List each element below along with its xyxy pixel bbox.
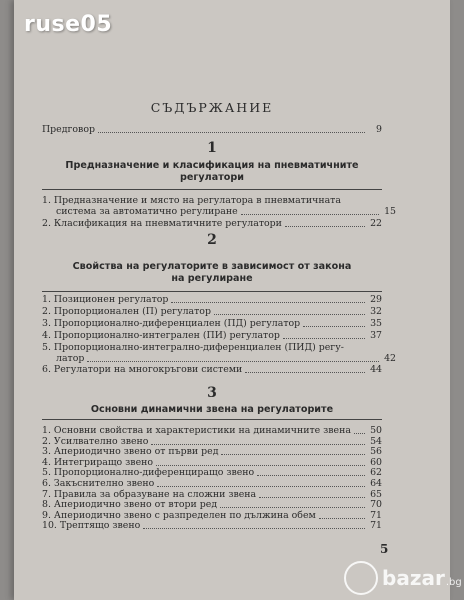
toc-title: СЪДЪРЖАНИЕ — [150, 100, 274, 115]
entry-page: 29 — [370, 294, 382, 305]
entry-page: 62 — [370, 467, 382, 479]
toc-entry — [42, 306, 382, 317]
entry-label: 1. Предназначение и място на регулатора в пневматичната — [42, 195, 341, 206]
entry-label: 10. Трептящо звено — [42, 520, 141, 532]
chapter-title — [42, 261, 382, 285]
entry-label: 9. Апериодично звено с разпределен по дължина обем — [42, 509, 316, 521]
leader-dots — [303, 326, 365, 327]
entry-label: 1. Позиционен регулатор — [42, 294, 169, 305]
divider — [42, 291, 382, 292]
entry-page: 15 — [384, 206, 396, 217]
entry-page: 64 — [370, 478, 382, 489]
entry-label: 2. Пропорционален (П) регулатор — [42, 306, 211, 317]
book-page — [14, 0, 462, 600]
entry-label: 1. Основни свойства и характеристики на динамичните звена — [42, 425, 351, 436]
entry-page: 35 — [370, 318, 382, 329]
leader-dots — [171, 302, 365, 303]
toc-entry — [42, 318, 382, 329]
entry-label: 7. Правила за образуване на сложни звена — [42, 488, 257, 500]
chapter-title — [42, 404, 382, 416]
toc-entry — [42, 195, 382, 206]
watermark-bottom-tld: .bg — [445, 576, 462, 588]
toc-entry — [42, 218, 382, 229]
divider — [42, 419, 382, 420]
leader-dots — [354, 433, 365, 434]
toc-entry — [42, 206, 396, 217]
entry-page: 32 — [370, 306, 382, 317]
toc-entry — [42, 467, 382, 478]
chapter-title-line: Основни динамични звена на регулаторите — [90, 404, 334, 415]
entry-page: 44 — [370, 364, 382, 375]
chapter-title-line: Свойства на регулаторите в зависимост от закона — [72, 261, 352, 272]
entry-page: 9 — [376, 124, 382, 135]
entry-page: 60 — [370, 456, 382, 468]
leader-dots — [257, 475, 365, 476]
watermark-bottom — [344, 560, 464, 596]
entry-label: 2. Усилвателно звено — [42, 435, 149, 447]
toc-entry — [42, 489, 382, 500]
leader-dots — [220, 507, 365, 508]
entry-label: система за автоматично регулиране — [56, 206, 238, 217]
toc-entry — [42, 510, 382, 521]
leader-dots — [157, 486, 365, 487]
entry-label: 3. Пропорционално-диференциален (ПД) регулатор — [42, 318, 301, 329]
entry-page: 50 — [370, 425, 382, 436]
leader-dots — [143, 528, 365, 529]
leader-dots — [245, 372, 365, 373]
toc-entry — [42, 499, 382, 510]
divider — [42, 189, 382, 190]
toc-entry — [42, 520, 382, 531]
toc-entry — [42, 353, 396, 364]
entry-page: 54 — [370, 435, 382, 447]
toc-entry — [42, 294, 382, 305]
entry-label: Предговор — [42, 124, 95, 135]
toc-entry — [42, 364, 382, 375]
entry-page: 71 — [370, 509, 382, 521]
chapter-title-line: на регулиране — [171, 273, 253, 284]
entry-page: 22 — [370, 218, 382, 229]
chapter-title-line: регулатори — [180, 172, 244, 183]
leader-dots — [87, 361, 379, 362]
entry-label: 6. Закъснително звено — [42, 478, 155, 489]
entry-label: 5. Пропорционално-интегрално-диференциален (ПИД) регу- — [42, 342, 344, 353]
chapter-title — [42, 160, 382, 184]
entry-page: 71 — [370, 520, 382, 532]
leader-dots — [151, 444, 365, 445]
toc-entry — [42, 436, 382, 447]
leader-dots — [283, 338, 365, 339]
toc-entry — [42, 478, 382, 489]
entry-label: 3. Апериодично звено от първи ред — [42, 446, 219, 458]
chapter-number: 1 — [207, 140, 217, 156]
leader-dots — [156, 465, 365, 466]
watermark-bottom-text: bazar — [382, 566, 445, 590]
toc-entry — [42, 457, 382, 468]
entry-label: латор — [56, 353, 85, 364]
leader-dots — [98, 132, 365, 133]
entry-label: 4. Пропорционално-интегрален (ПИ) регулатор — [42, 330, 280, 341]
entry-page: 65 — [370, 488, 382, 500]
leader-dots — [241, 214, 379, 215]
leader-dots — [319, 518, 365, 519]
chapter-number: 2 — [207, 232, 217, 248]
toc-entry-preface — [42, 124, 382, 135]
entry-label: 5. Пропорционално-диференциращо звено — [42, 467, 255, 479]
entry-page: 42 — [384, 353, 396, 364]
leader-dots — [259, 497, 365, 498]
bazar-logo-icon — [344, 561, 378, 595]
entry-page: 56 — [370, 446, 382, 458]
entry-label: 4. Интегриращо звено — [42, 456, 154, 468]
entry-label: 6. Регулатори на многокръгови системи — [42, 364, 243, 375]
toc-entry — [42, 446, 382, 457]
toc-entry — [42, 330, 382, 341]
page-number: 5 — [380, 542, 389, 556]
leader-dots — [214, 314, 365, 315]
chapter-number: 3 — [207, 385, 217, 401]
entry-label: 2. Класификация на пневматичните регулатори — [42, 218, 282, 229]
leader-dots — [221, 454, 365, 455]
leader-dots — [285, 226, 365, 227]
entry-page: 70 — [370, 499, 382, 511]
toc-entry — [42, 342, 382, 353]
entry-label: 8. Апериодично звено от втори ред — [42, 499, 218, 511]
chapter-title-line: Предназначение и класификация на пневматичните — [65, 160, 359, 171]
entry-page: 37 — [370, 330, 382, 341]
toc-entry — [42, 425, 382, 436]
watermark-top: ruse05 — [24, 12, 113, 37]
